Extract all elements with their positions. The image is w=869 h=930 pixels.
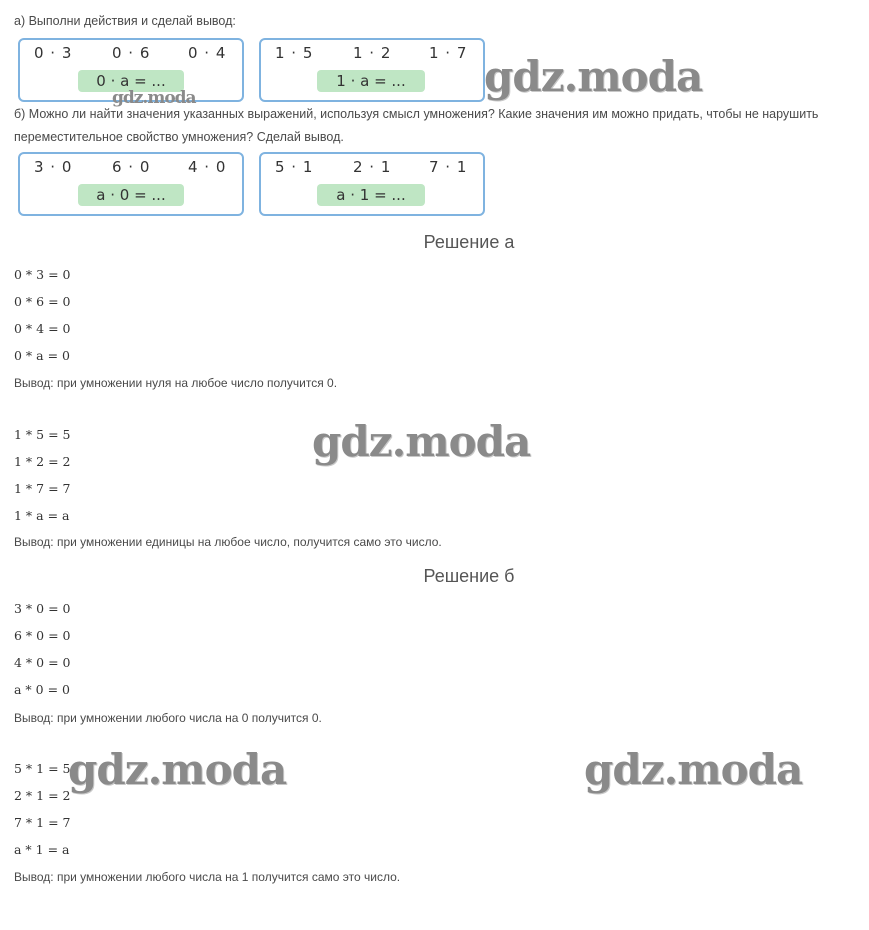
solution-line: 1 * 2 = 2 xyxy=(14,454,71,469)
conclusion: Вывод: при умножении любого числа на 0 получится 0. xyxy=(14,711,322,725)
exercise-box-b1 xyxy=(18,152,244,216)
conclusion: Вывод: при умножении единицы на любое число, получится само это число. xyxy=(14,535,442,549)
task-b-text-line2: переместительное свойство умножения? Сделай вывод. xyxy=(14,130,344,144)
solution-line: 1 * 5 = 5 xyxy=(14,427,71,442)
formula-pill: a · 0 = ... xyxy=(78,184,184,206)
task-b-text-line1: б) Можно ли найти значения указанных выражений, используя смысл умножения? Какие значения им можно придать, чтобы не нарушить xyxy=(14,107,819,121)
watermark: gdz.moda xyxy=(68,745,287,794)
solution-line: 0 * 6 = 0 xyxy=(14,294,71,309)
watermark: gdz.moda xyxy=(484,52,703,101)
solution-line: 3 * 0 = 0 xyxy=(14,601,71,616)
solution-line: 0 * 3 = 0 xyxy=(14,267,71,282)
expression: 2 · 1 xyxy=(353,158,392,176)
solution-line: 0 * a = 0 xyxy=(14,348,70,363)
expression: 1 · 5 xyxy=(275,44,314,62)
conclusion: Вывод: при умножении нуля на любое число получится 0. xyxy=(14,376,338,390)
solution-line: a * 0 = 0 xyxy=(14,682,70,697)
task-a-text: а) Выполни действия и сделай вывод: xyxy=(14,14,236,28)
formula-pill: 1 · a = ... xyxy=(317,70,425,92)
conclusion: Вывод: при умножении любого числа на 1 получится само это число. xyxy=(14,870,401,884)
exercise-box-a2 xyxy=(259,38,485,102)
expression: 0 · 4 xyxy=(188,44,227,62)
solution-line: 1 * a = a xyxy=(14,508,70,523)
expression: 3 · 0 xyxy=(34,158,73,176)
solution-a-heading: Решение а xyxy=(423,232,515,252)
solution-line: 5 * 1 = 5 xyxy=(14,761,71,776)
solution-line: 4 * 0 = 0 xyxy=(14,655,71,670)
expression: 5 · 1 xyxy=(275,158,314,176)
expression: 0 · 6 xyxy=(112,44,151,62)
watermark: gdz.moda xyxy=(112,88,196,108)
watermark: gdz.moda xyxy=(584,745,803,794)
expression: 7 · 1 xyxy=(429,158,468,176)
expression: 1 · 7 xyxy=(429,44,468,62)
formula-pill: 0 · a = ... xyxy=(78,70,184,92)
watermark: gdz.moda xyxy=(312,417,531,466)
expression: 6 · 0 xyxy=(112,158,151,176)
expression: 0 · 3 xyxy=(34,44,73,62)
expression: 1 · 2 xyxy=(353,44,392,62)
solution-line: 2 * 1 = 2 xyxy=(14,788,71,803)
solution-line: 7 * 1 = 7 xyxy=(14,815,71,830)
solution-line: 0 * 4 = 0 xyxy=(14,321,71,336)
expression: 4 · 0 xyxy=(188,158,227,176)
solution-line: 6 * 0 = 0 xyxy=(14,628,71,643)
formula-pill: a · 1 = ... xyxy=(317,184,425,206)
solution-line: a * 1 = a xyxy=(14,842,70,857)
exercise-box-b2 xyxy=(259,152,485,216)
solution-b-heading: Решение б xyxy=(423,566,515,586)
solution-line: 1 * 7 = 7 xyxy=(14,481,71,496)
